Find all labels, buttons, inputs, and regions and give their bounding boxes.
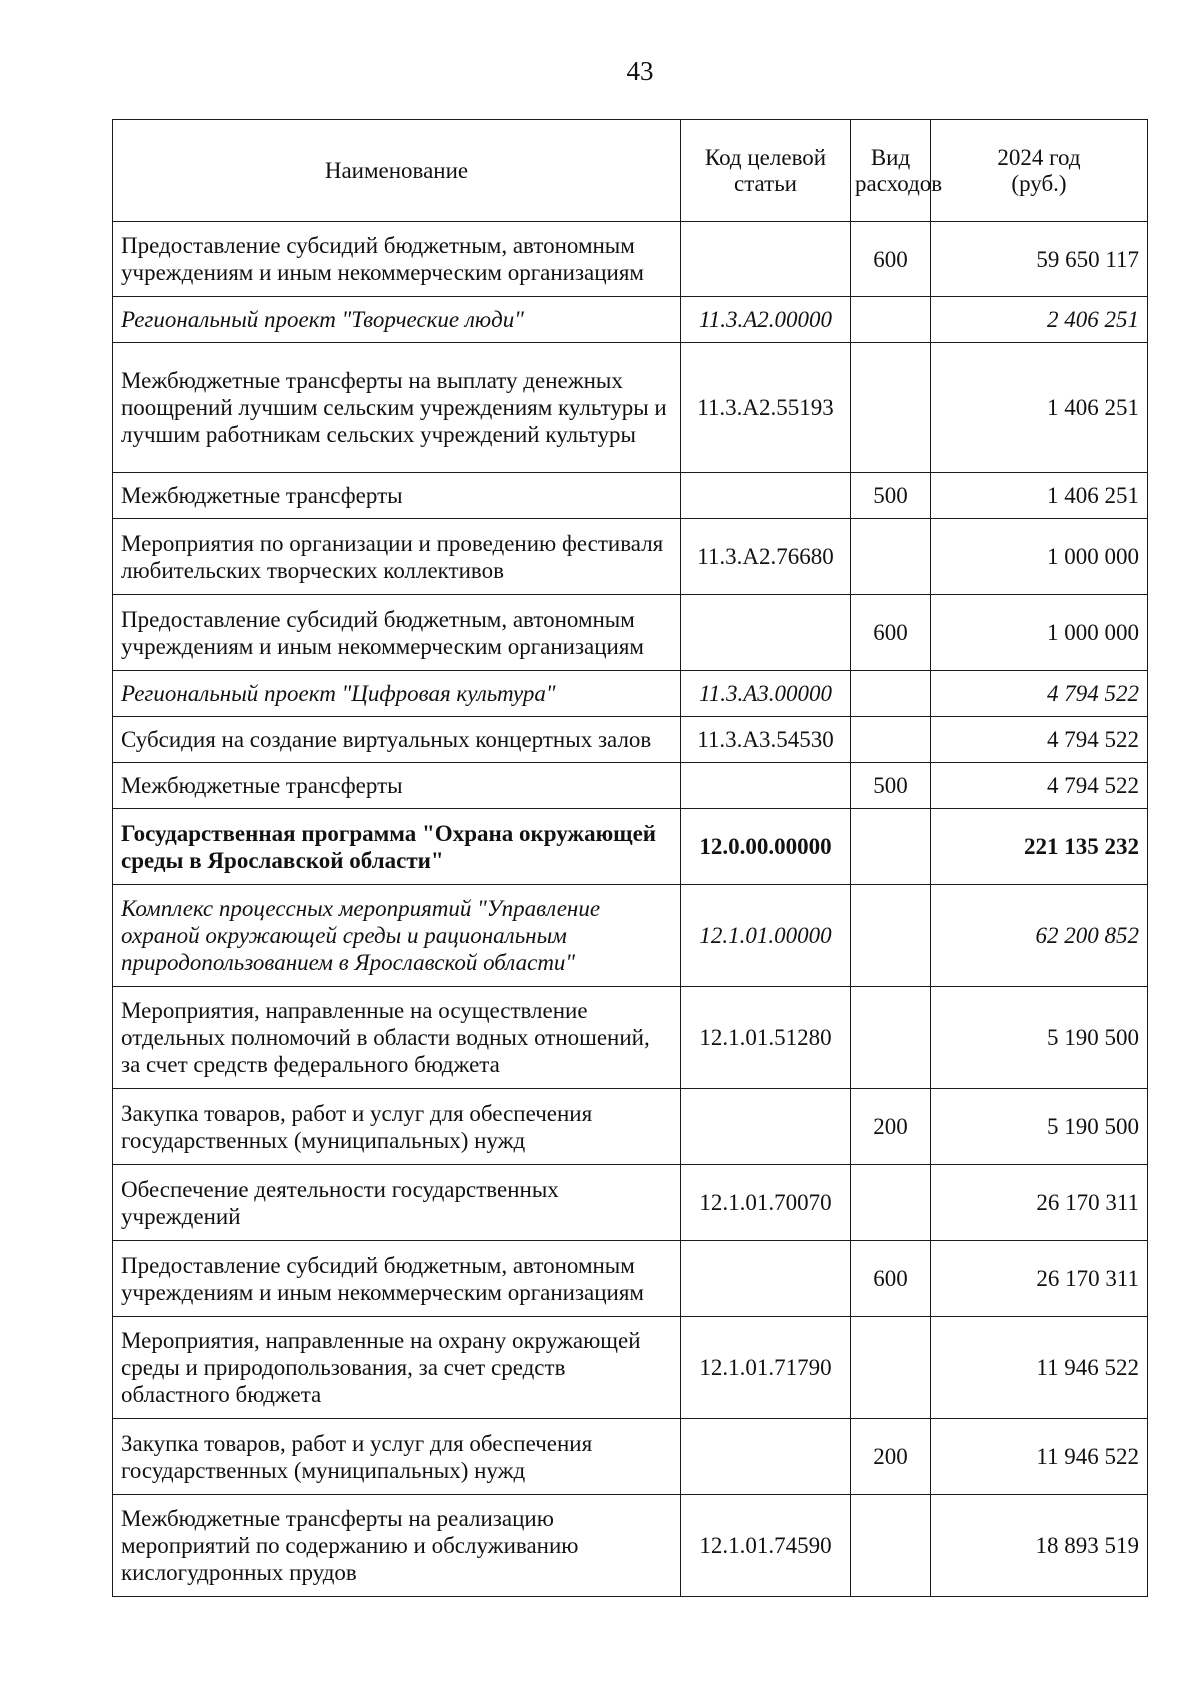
table-row xyxy=(113,763,1148,809)
table-row xyxy=(113,885,1148,987)
row-amount: 4 794 522 xyxy=(931,717,1148,763)
row-expense-type: 200 xyxy=(851,1089,931,1165)
table-row xyxy=(113,473,1148,519)
row-name: Межбюджетные трансферты на реализацию мероприятий по содержанию и обслуживанию кислогудронных прудов xyxy=(113,1495,681,1597)
header-name: Наименование xyxy=(113,120,681,222)
table-row xyxy=(113,809,1148,885)
row-name: Мероприятия, направленные на охрану окружающей среды и природопользования, за счет средств областного бюджета xyxy=(113,1317,681,1419)
row-amount: 4 794 522 xyxy=(931,671,1148,717)
table-row xyxy=(113,343,1148,473)
row-expense-type xyxy=(851,1317,931,1419)
row-amount: 26 170 311 xyxy=(931,1165,1148,1241)
row-name: Закупка товаров, работ и услуг для обеспечения государственных (муниципальных) нужд xyxy=(113,1419,681,1495)
row-expense-type xyxy=(851,885,931,987)
row-code xyxy=(681,763,851,809)
row-name: Мероприятия по организации и проведению фестиваля любительских творческих коллективов xyxy=(113,519,681,595)
row-expense-type: 600 xyxy=(851,1241,931,1317)
row-name: Закупка товаров, работ и услуг для обеспечения государственных (муниципальных) нужд xyxy=(113,1089,681,1165)
table-row xyxy=(113,1495,1148,1597)
table-row xyxy=(113,519,1148,595)
row-code: 12.0.00.00000 xyxy=(681,809,851,885)
row-expense-type xyxy=(851,1165,931,1241)
table-row xyxy=(113,1317,1148,1419)
row-expense-type xyxy=(851,987,931,1089)
row-amount: 1 000 000 xyxy=(931,519,1148,595)
row-amount: 1 406 251 xyxy=(931,343,1148,473)
row-code: 11.3.А2.55193 xyxy=(681,343,851,473)
row-amount: 62 200 852 xyxy=(931,885,1148,987)
row-expense-type: 600 xyxy=(851,222,931,297)
row-amount: 26 170 311 xyxy=(931,1241,1148,1317)
row-expense-type xyxy=(851,297,931,343)
row-code: 12.1.01.51280 xyxy=(681,987,851,1089)
row-code xyxy=(681,473,851,519)
header-code: Код целевой статьи xyxy=(681,120,851,222)
row-amount: 2 406 251 xyxy=(931,297,1148,343)
row-name: Межбюджетные трансферты xyxy=(113,763,681,809)
row-amount: 5 190 500 xyxy=(931,987,1148,1089)
row-name: Комплекс процессных мероприятий "Управление охраной окружающей среды и рациональным природопользованием в Ярославской области" xyxy=(113,885,681,987)
row-code: 12.1.01.74590 xyxy=(681,1495,851,1597)
row-amount: 59 650 117 xyxy=(931,222,1148,297)
row-expense-type xyxy=(851,717,931,763)
row-code: 11.3.А2.76680 xyxy=(681,519,851,595)
row-name: Предоставление субсидий бюджетным, автономным учреждениям и иным некоммерческим организациям xyxy=(113,595,681,671)
table-row xyxy=(113,1165,1148,1241)
row-expense-type: 200 xyxy=(851,1419,931,1495)
row-expense-type xyxy=(851,519,931,595)
row-amount: 4 794 522 xyxy=(931,763,1148,809)
header-type: Вид расходов xyxy=(851,120,931,222)
row-name: Субсидия на создание виртуальных концертных залов xyxy=(113,717,681,763)
row-name: Государственная программа "Охрана окружающей среды в Ярославской области" xyxy=(113,809,681,885)
table-body xyxy=(113,222,1148,1597)
row-name: Региональный проект "Творческие люди" xyxy=(113,297,681,343)
row-name: Региональный проект "Цифровая культура" xyxy=(113,671,681,717)
row-amount: 1 406 251 xyxy=(931,473,1148,519)
row-name: Обеспечение деятельности государственных учреждений xyxy=(113,1165,681,1241)
table-row xyxy=(113,222,1148,297)
budget-table xyxy=(112,119,1148,1597)
row-code: 11.3.А2.00000 xyxy=(681,297,851,343)
row-amount: 5 190 500 xyxy=(931,1089,1148,1165)
row-amount: 1 000 000 xyxy=(931,595,1148,671)
row-name: Межбюджетные трансферты xyxy=(113,473,681,519)
row-code xyxy=(681,222,851,297)
row-amount: 18 893 519 xyxy=(931,1495,1148,1597)
row-code: 11.3.А3.00000 xyxy=(681,671,851,717)
row-name: Межбюджетные трансферты на выплату денежных поощрений лучшим сельским учреждениям культуры и лучшим работникам сельских учреждений культуры xyxy=(113,343,681,473)
row-expense-type xyxy=(851,1495,931,1597)
table-row xyxy=(113,1089,1148,1165)
row-expense-type xyxy=(851,809,931,885)
row-amount: 11 946 522 xyxy=(931,1419,1148,1495)
row-code: 11.3.А3.54530 xyxy=(681,717,851,763)
row-code: 12.1.01.71790 xyxy=(681,1317,851,1419)
row-amount: 11 946 522 xyxy=(931,1317,1148,1419)
row-expense-type xyxy=(851,671,931,717)
table-row xyxy=(113,1241,1148,1317)
header-amount: 2024 год (руб.) xyxy=(931,120,1148,222)
row-amount: 221 135 232 xyxy=(931,809,1148,885)
table-row xyxy=(113,671,1148,717)
row-name: Мероприятия, направленные на осуществление отдельных полномочий в области водных отношений, за счет средств федерального бюджета xyxy=(113,987,681,1089)
row-code: 12.1.01.70070 xyxy=(681,1165,851,1241)
row-code xyxy=(681,1241,851,1317)
row-code xyxy=(681,595,851,671)
table-row xyxy=(113,595,1148,671)
row-name: Предоставление субсидий бюджетным, автономным учреждениям и иным некоммерческим организациям xyxy=(113,222,681,297)
table-row xyxy=(113,1419,1148,1495)
row-expense-type xyxy=(851,343,931,473)
row-code xyxy=(681,1089,851,1165)
row-name: Предоставление субсидий бюджетным, автономным учреждениям и иным некоммерческим организациям xyxy=(113,1241,681,1317)
row-expense-type: 500 xyxy=(851,763,931,809)
row-expense-type: 600 xyxy=(851,595,931,671)
table-row xyxy=(113,987,1148,1089)
row-code: 12.1.01.00000 xyxy=(681,885,851,987)
row-code xyxy=(681,1419,851,1495)
page-number: 43 xyxy=(626,56,654,86)
table-row xyxy=(113,717,1148,763)
row-expense-type: 500 xyxy=(851,473,931,519)
table-row xyxy=(113,297,1148,343)
table-header-row xyxy=(113,120,1148,222)
